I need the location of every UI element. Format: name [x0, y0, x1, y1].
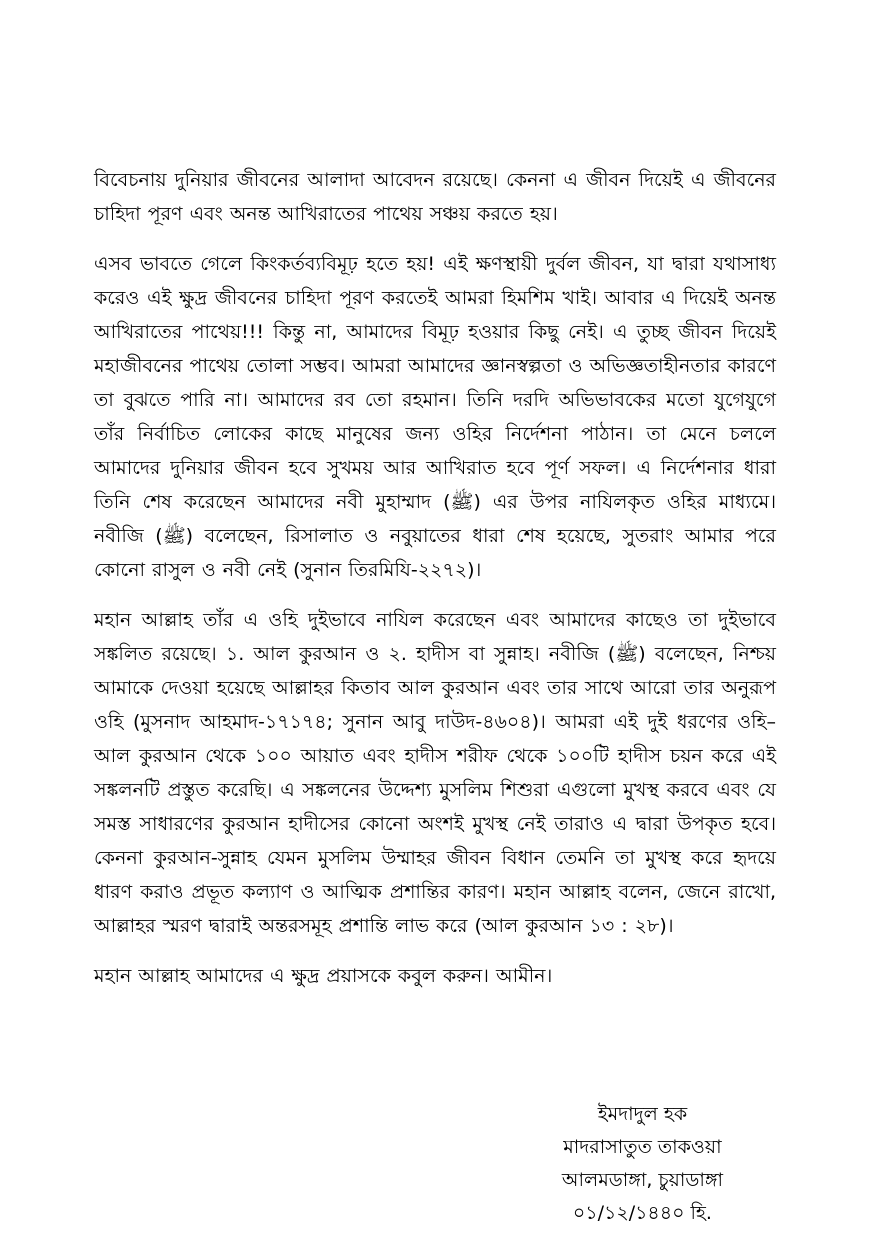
signature-date: ০১/১২/১৪৪০ হি. — [572, 1202, 712, 1224]
paragraph-intro: বিবেচনায় দুনিয়ার জীবনের আলাদা আবেদন রয়েছে। কেননা এ জীবন দিয়েই এ জীবনের চাহিদা পূরণ এবং অনন্ত আখিরাতের পাথেয় সঞ্চয় করতে হয়। — [94, 169, 776, 225]
paragraph-closing-prayer: মহান আল্লাহ আমাদের এ ক্ষুদ্র প্রয়াসকে কবুল করুন। আমীন। — [94, 965, 553, 987]
author-institution: মাদরাসাতুত তাকওয়া — [563, 1136, 722, 1158]
paragraph-wahi-compilation: মহান আল্লাহ তাঁর এ ওহি দুইভাবে নাযিল করেছেন এবং আমাদের কাছেও তা দুইভাবে সঙ্কলিত রয়েছে। ১. আল কুরআন ও ২. হাদীস বা সুন্নাহ। নবীজি (ﷺ) বলেছেন, নিশ্চয় আমাকে দেওয়া হয়েছে আল্লাহর কিতাব আল কুরআন এবং তার সাথে আরো তার অনুরূপ ওহি (মুসনাদ আহমাদ-১৭১৭৪; সুনান আবু দাউদ-৪৬০৪)। আমরা এই দুই ধরণের ওহি– আল কুরআন থেকে ১০০ আয়াত এবং হাদীস শরীফ থেকে ১০০টি হাদীস চয়ন করে এই সঙ্কলনটি প্রস্তুত করেছি। এ সঙ্কলনের উদ্দেশ্য মুসলিম শিশুরা এগুলো মুখস্থ করবে এবং যে সমস্ত সাধারণের কুরআন হাদীসের কোনো অংশই মুখস্থ নেই তারাও এ দ্বারা উপকৃত হবে। কেননা কুরআন-সুন্নাহ যেমন মুসলিম উম্মাহর জীবন বিধান তেমনি তা মুখস্থ করে হৃদয়ে ধারণ করাও প্রভূত কল্যাণ ও আত্মিক প্রশান্তির কারণ। মহান আল্লাহ বলেন, জেনে রাখো, আল্লাহর স্মরণ দ্বারাই অন্তরসমূহ প্রশান্তি লাভ করে (আল কুরআন ১৩ : ২৮)। — [94, 609, 776, 937]
signature-block — [562, 1098, 723, 1230]
author-location: আলমডাঙ্গা, চুয়াডাঙ্গা — [561, 1169, 723, 1191]
author-name: ইমদাদুল হক — [597, 1103, 688, 1125]
paragraph-life-guidance: এসব ভাবতে গেলে কিংকর্তব্যবিমূঢ় হতে হয়! এই ক্ষণস্থায়ী দুর্বল জীবন, যা দ্বারা যথাসাধ্য করেও এই ক্ষুদ্র জীবনের চাহিদা পূরণ করতেই আমরা হিমশিম খাই। আবার এ দিয়েই অনন্ত আখিরাতের পাথেয়!!! কিন্তু না, আমাদের বিমূঢ় হওয়ার কিছু নেই। এ তুচ্ছ জীবন দিয়েই মহাজীবনের পাথেয় তোলা সম্ভব। আমরা আমাদের জ্ঞানস্বল্পতা ও অভিজ্ঞতাহীনতার কারণে তা বুঝতে পারি না। আমাদের রব তো রহমান। তিনি দরদি অভিভাবকের মতো যুগেযুগে তাঁর নির্বাচিত লোকের কাছে মানুষের জন্য ওহির নির্দেশনা পাঠান। তা মেনে চললে আমাদের দুনিয়ার জীবন হবে সুখময় আর আখিরাত হবে পূর্ণ সফল। এ নির্দেশনার ধারা তিনি শেষ করেছেন আমাদের নবী মুহাম্মাদ (ﷺ) এর উপর নাযিলকৃত ওহির মাধ্যমে। নবীজি (ﷺ) বলেছেন, রিসালাত ও নবুয়াতের ধারা শেষ হয়েছে, সুতরাং আমার পরে কোনো রাসুল ও নবী নেই (সুনান তিরমিযি-২২৭২)। — [94, 253, 776, 581]
